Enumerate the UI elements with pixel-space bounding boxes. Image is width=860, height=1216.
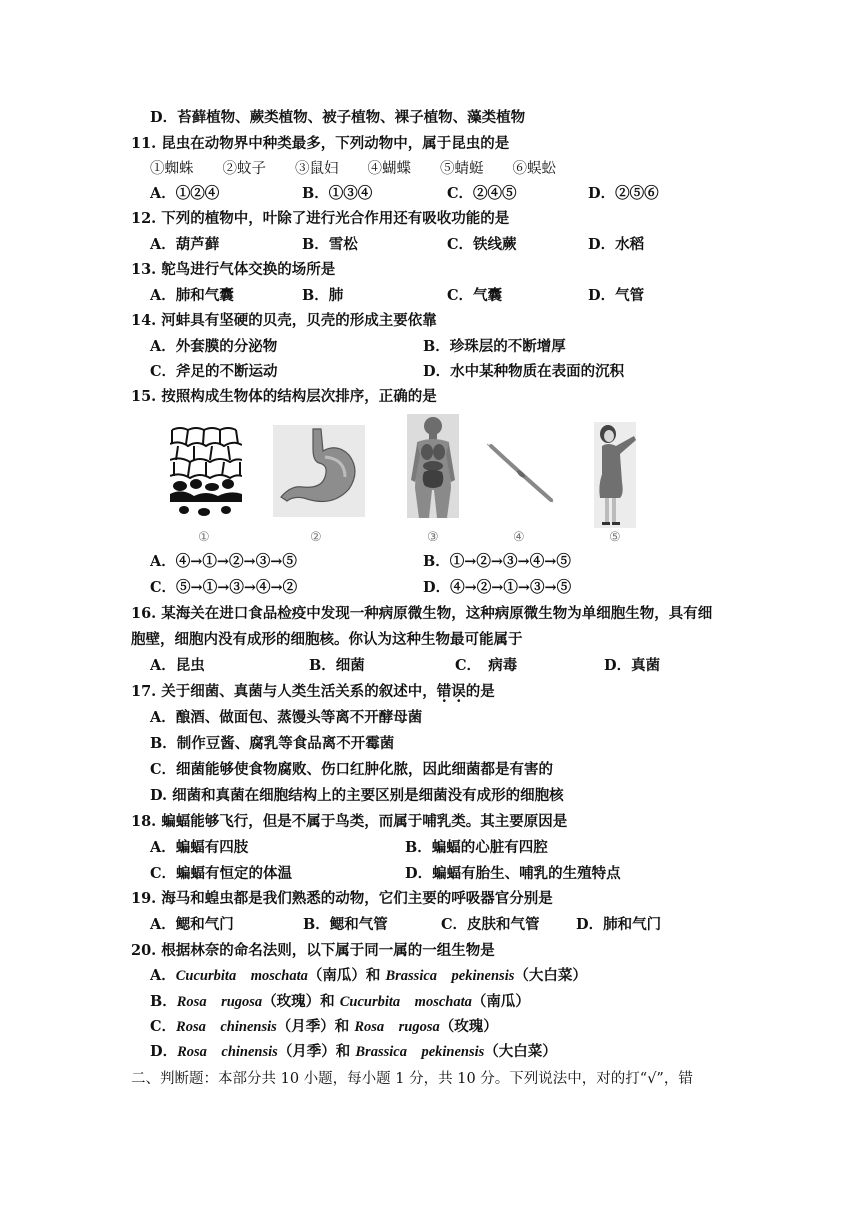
q17-stem-emphasis-1: 错 [436, 683, 452, 700]
q17-stem-emphasis-2: 误 [451, 683, 466, 700]
q20-option-c-middle: （月季）和 [276, 1018, 355, 1035]
prev-option-d: D．苔藓植物、蕨类植物、被子植物、裸子植物、藻类植物 [150, 109, 526, 126]
q20-option-b-species-2: Cucurbita moschata [339, 994, 472, 1010]
q16-option-a: A．昆虫 [150, 657, 205, 674]
q20-option-c-letter: C． [150, 1018, 177, 1035]
q20-option-c-end: （玫瑰） [439, 1018, 498, 1035]
q20-option-a-species-2: Brassica pekinensis [385, 968, 515, 984]
q20-stem: 20. 根据林奈的命名法则，以下属于同一属的一组生物是 [131, 942, 495, 959]
q12-stem: 12. 下列的植物中，叶除了进行光合作用还有吸收功能的是 [131, 210, 510, 227]
q14-option-b: B．珍珠层的不断增厚 [423, 338, 566, 355]
q11-stem: 11. 昆虫在动物界中种类最多，下列动物中，属于昆虫的是 [131, 135, 510, 152]
q14-option-c: C．斧足的不断运动 [150, 363, 278, 380]
q20-option-d-species-1: Rosa chinensis [177, 1044, 278, 1060]
figure-label-1: ① [198, 530, 210, 545]
figure-label-5: ⑤ [609, 530, 621, 545]
q20-option-d-letter: D． [150, 1043, 178, 1060]
q18-stem: 18. 蝙蝠能够飞行，但是不属于鸟类，而属于哺乳类。其主要原因是 [131, 813, 568, 830]
q12-option-d: D．水稻 [588, 236, 645, 253]
q14-option-a: A．外套膜的分泌物 [150, 338, 278, 355]
q16-stem-line1: 16. 某海关在进口食品检疫中发现一种病原微生物，这种病原微生物为单细胞生物，具有细 [131, 605, 713, 622]
q20-option-d-species-2: Brassica pekinensis [355, 1044, 485, 1060]
q20-option-c [150, 1017, 498, 1037]
muscle-cell-figure [485, 442, 555, 504]
q20-option-d-end: （大白菜） [484, 1043, 557, 1060]
q11-option-c: C．②④⑤ [447, 185, 517, 202]
q12-option-a: A．葫芦藓 [150, 236, 220, 253]
q18-option-c: C．蝙蝠有恒定的体温 [150, 865, 293, 882]
q11-option-d: D．②⑤⑥ [588, 185, 659, 202]
whole-organism-person-figure [594, 422, 636, 528]
figure-label-4: ④ [513, 530, 525, 545]
q17-option-d: D. 细菌和真菌在细胞结构上的主要区别是细菌没有成形的细胞核 [150, 787, 564, 804]
q20-option-a-end: （大白菜） [514, 967, 587, 984]
q17-stem [131, 682, 495, 702]
q20-option-c-species-2: Rosa rugosa [354, 1019, 440, 1035]
q17-option-a: A．酿酒、做面包、蒸馒头等离不开酵母菌 [150, 709, 423, 726]
q15-option-c: C．⑤→①→③→④→② [150, 579, 298, 596]
figure-label-2: ② [310, 530, 322, 545]
q13-option-c: C．气囊 [447, 287, 503, 304]
q20-option-b-species-1: Rosa rugosa [176, 994, 263, 1010]
q13-option-b: B．肺 [302, 287, 344, 304]
q19-option-c: C．皮肤和气管 [441, 916, 540, 933]
q19-option-b: B．鳃和气管 [303, 916, 388, 933]
q16-option-c: C． 病毒 [455, 657, 518, 674]
q11-option-b: B．①③④ [302, 185, 373, 202]
q20-option-c-species-1: Rosa chinensis [176, 1019, 277, 1035]
human-organ-system-figure [407, 414, 459, 518]
q13-option-a: A．肺和气囊 [150, 287, 234, 304]
q20-option-b-middle: （玫瑰）和 [262, 993, 340, 1010]
q18-option-a: A．蝙蝠有四肢 [150, 839, 249, 856]
q16-stem-line2: 胞壁，细胞内没有成形的细胞核。你认为这种生物最可能属于 [131, 631, 523, 648]
q11-option-a: A．①②④ [150, 185, 220, 202]
q20-option-d-middle: （月季）和 [277, 1043, 356, 1060]
q20-option-b [150, 992, 530, 1012]
q20-option-d [150, 1042, 557, 1062]
q15-option-d: D．④→②→①→③→⑤ [423, 579, 572, 596]
q20-option-a-letter: A． [150, 967, 176, 984]
q17-option-b: B．制作豆酱、腐乳等食品离不开霉菌 [150, 735, 395, 752]
q20-option-a [150, 966, 587, 986]
figure-label-3: ③ [427, 530, 439, 545]
q15-option-a: A．④→①→②→③→⑤ [150, 553, 297, 570]
q20-option-b-end: （南瓜） [471, 993, 530, 1010]
q14-stem: 14. 河蚌具有坚硬的贝壳，贝壳的形成主要依靠 [131, 312, 437, 329]
q13-stem: 13. 鸵鸟进行气体交换的场所是 [131, 261, 336, 278]
q19-option-a: A．鳃和气门 [150, 916, 234, 933]
q18-option-b: B．蝙蝠的心脏有四腔 [405, 839, 548, 856]
q18-option-d: D．蝙蝠有胎生、哺乳的生殖特点 [405, 865, 621, 882]
section-2-heading: 二、判断题：本部分共 10 小题，每小题 1 分，共 10 分。下列说法中，对的打“√”，错 [131, 1071, 693, 1087]
q20-option-a-middle: （南瓜）和 [307, 967, 386, 984]
q17-option-c: C．细菌能够使食物腐败、伤口红肿化脓，因此细菌都是有害的 [150, 761, 554, 778]
q17-stem-pre: 17. 关于细菌、真菌与人类生活关系的叙述中， [131, 683, 437, 700]
q12-option-b: B．雪松 [302, 236, 358, 253]
q11-animal-list: ①蜘蛛 ②蚊子 ③鼠妇 ④蝴蝶 ⑤蜻蜓 ⑥蜈蚣 [150, 161, 556, 177]
q13-option-d: D．气管 [588, 287, 645, 304]
q17-stem-post: 的是 [465, 683, 495, 700]
q15-option-b: B．①→②→③→④→⑤ [423, 553, 571, 570]
q15-stem: 15. 按照构成生物体的结构层次排序，正确的是 [131, 388, 437, 405]
stomach-figure [273, 425, 365, 517]
q20-option-a-species-1: Cucurbita moschata [175, 968, 308, 984]
q16-option-b: B．细菌 [309, 657, 365, 674]
q19-stem: 19. 海马和蝗虫都是我们熟悉的动物，它们主要的呼吸器官分别是 [131, 890, 553, 907]
q19-option-d: D．肺和气门 [576, 916, 662, 933]
q16-option-d: D．真菌 [604, 657, 661, 674]
q12-option-c: C．铁线蕨 [447, 236, 517, 253]
q14-option-d: D．水中某种物质在表面的沉积 [423, 363, 625, 380]
plant-tissue-figure [170, 424, 242, 518]
q20-option-b-letter: B． [150, 993, 177, 1010]
